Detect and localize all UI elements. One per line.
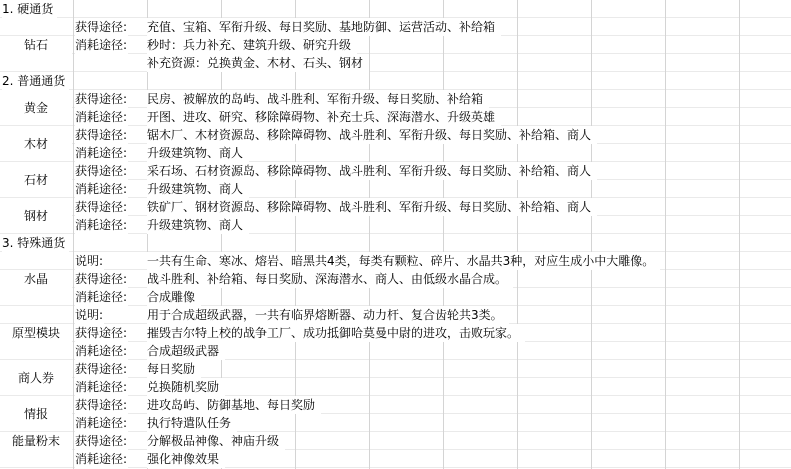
voucher-consume-text[interactable]: 兑换随机奖励 — [147, 378, 225, 396]
prototype-desc-text[interactable]: 用于合成超级武器，一共有临界熔断器、动力杆、复合齿轮共3类。 — [147, 306, 509, 324]
currency-name-steel[interactable]: 钢材 — [0, 207, 72, 225]
gold-obtain-text[interactable]: 民房、被解放的岛屿、战斗胜利、军衔升级、每日奖励、补给箱 — [147, 90, 489, 108]
desc-label[interactable]: 说明: — [75, 254, 104, 268]
currency-name-gold[interactable]: 黄金 — [0, 99, 72, 117]
voucher-obtain-text[interactable]: 每日奖励 — [147, 360, 201, 378]
intel-obtain-text[interactable]: 进攻岛屿、防御基地、每日奖励 — [147, 396, 321, 414]
obtain-label[interactable]: 获得途径: — [75, 272, 128, 286]
diamond-consume-text[interactable]: 秒时：兵力补充、建筑升级、研究升级 — [147, 36, 357, 54]
section-title-special-currency[interactable]: 3. 特殊通货 — [2, 234, 69, 252]
section-title-hard-currency[interactable]: 1. 硬通货 — [2, 0, 57, 18]
currency-name-merchant-voucher[interactable]: 商人券 — [0, 369, 72, 387]
diamond-obtain-text[interactable]: 充值、宝箱、军衔升级、每日奖励、基地防御、运营活动、补给箱 — [147, 18, 501, 36]
currency-name-intel[interactable]: 情报 — [0, 405, 72, 423]
wood-consume-text[interactable]: 升级建筑物、商人 — [147, 144, 249, 162]
diamond-consume-text-2[interactable]: 补充资源：兑换黄金、木材、石头、钢材 — [147, 54, 369, 72]
currency-name-crystal[interactable]: 水晶 — [0, 270, 72, 288]
consume-label[interactable]: 消耗途径: — [75, 146, 128, 160]
obtain-label[interactable]: 获得途径: — [75, 92, 128, 106]
obtain-label[interactable]: 获得途径: — [75, 164, 128, 178]
currency-name-prototype-module[interactable]: 原型模块 — [0, 324, 72, 342]
powder-consume-text[interactable]: 强化神像效果 — [147, 450, 225, 468]
obtain-label[interactable]: 获得途径: — [75, 398, 128, 412]
currency-name-wood[interactable]: 木材 — [0, 135, 72, 153]
wood-obtain-text[interactable]: 锯木厂、木材资源岛、移除障碍物、战斗胜利、军衔升级、每日奖励、补给箱、商人 — [147, 126, 597, 144]
obtain-label[interactable]: 获得途径: — [75, 200, 128, 214]
consume-label[interactable]: 消耗途径: — [75, 344, 128, 358]
obtain-label[interactable]: 获得途径: — [75, 20, 128, 34]
crystal-desc-text[interactable]: 一共有生命、寒冰、熔岩、暗黑共4类，每类有颗粒、碎片、水晶共3种，对应生成小中大雕像。 — [147, 252, 660, 270]
gold-consume-text[interactable]: 开图、进攻、研究、移除障碍物、补充士兵、深海潜水、升级英雄 — [147, 108, 501, 126]
prototype-obtain-text[interactable]: 摧毁吉尔特上校的战争工厂、成功抵御哈莫曼中尉的进攻，击败玩家。 — [147, 324, 525, 342]
consume-label[interactable]: 消耗途径: — [75, 290, 128, 304]
desc-label[interactable]: 说明: — [75, 308, 104, 322]
crystal-obtain-text[interactable]: 战斗胜利、补给箱、每日奖励、深海潜水、商人、由低级水晶合成。 — [147, 270, 513, 288]
consume-label[interactable]: 消耗途径: — [75, 380, 128, 394]
consume-label[interactable]: 消耗途径: — [75, 218, 128, 232]
currency-name-stone[interactable]: 石材 — [0, 171, 72, 189]
stone-consume-text[interactable]: 升级建筑物、商人 — [147, 180, 249, 198]
consume-label[interactable]: 消耗途径: — [75, 452, 128, 466]
crystal-consume-text[interactable]: 合成雕像 — [147, 288, 201, 306]
prototype-consume-text[interactable]: 合成超级武器 — [147, 342, 225, 360]
powder-obtain-text[interactable]: 分解极品神像、神庙升级 — [147, 432, 285, 450]
steel-obtain-text[interactable]: 铁矿厂、钢材资源岛、移除障碍物、战斗胜利、军衔升级、每日奖励、补给箱、商人 — [147, 198, 597, 216]
obtain-label[interactable]: 获得途径: — [75, 326, 128, 340]
obtain-label[interactable]: 获得途径: — [75, 362, 128, 376]
currency-name-energy-powder[interactable]: 能量粉末 — [0, 432, 72, 450]
currency-name-diamond[interactable]: 钻石 — [0, 36, 72, 54]
consume-label[interactable]: 消耗途径: — [75, 38, 128, 52]
section-title-normal-currency[interactable]: 2. 普通通货 — [2, 72, 69, 90]
consume-label[interactable]: 消耗途径: — [75, 416, 128, 430]
obtain-label[interactable]: 获得途径: — [75, 128, 128, 142]
consume-label[interactable]: 消耗途径: — [75, 110, 128, 124]
stone-obtain-text[interactable]: 采石场、石材资源岛、移除障碍物、战斗胜利、军衔升级、每日奖励、补给箱、商人 — [147, 162, 597, 180]
steel-consume-text[interactable]: 升级建筑物、商人 — [147, 216, 249, 234]
consume-label[interactable]: 消耗途径: — [75, 182, 128, 196]
intel-consume-text[interactable]: 执行特遣队任务 — [147, 414, 237, 432]
obtain-label[interactable]: 获得途径: — [75, 434, 128, 448]
